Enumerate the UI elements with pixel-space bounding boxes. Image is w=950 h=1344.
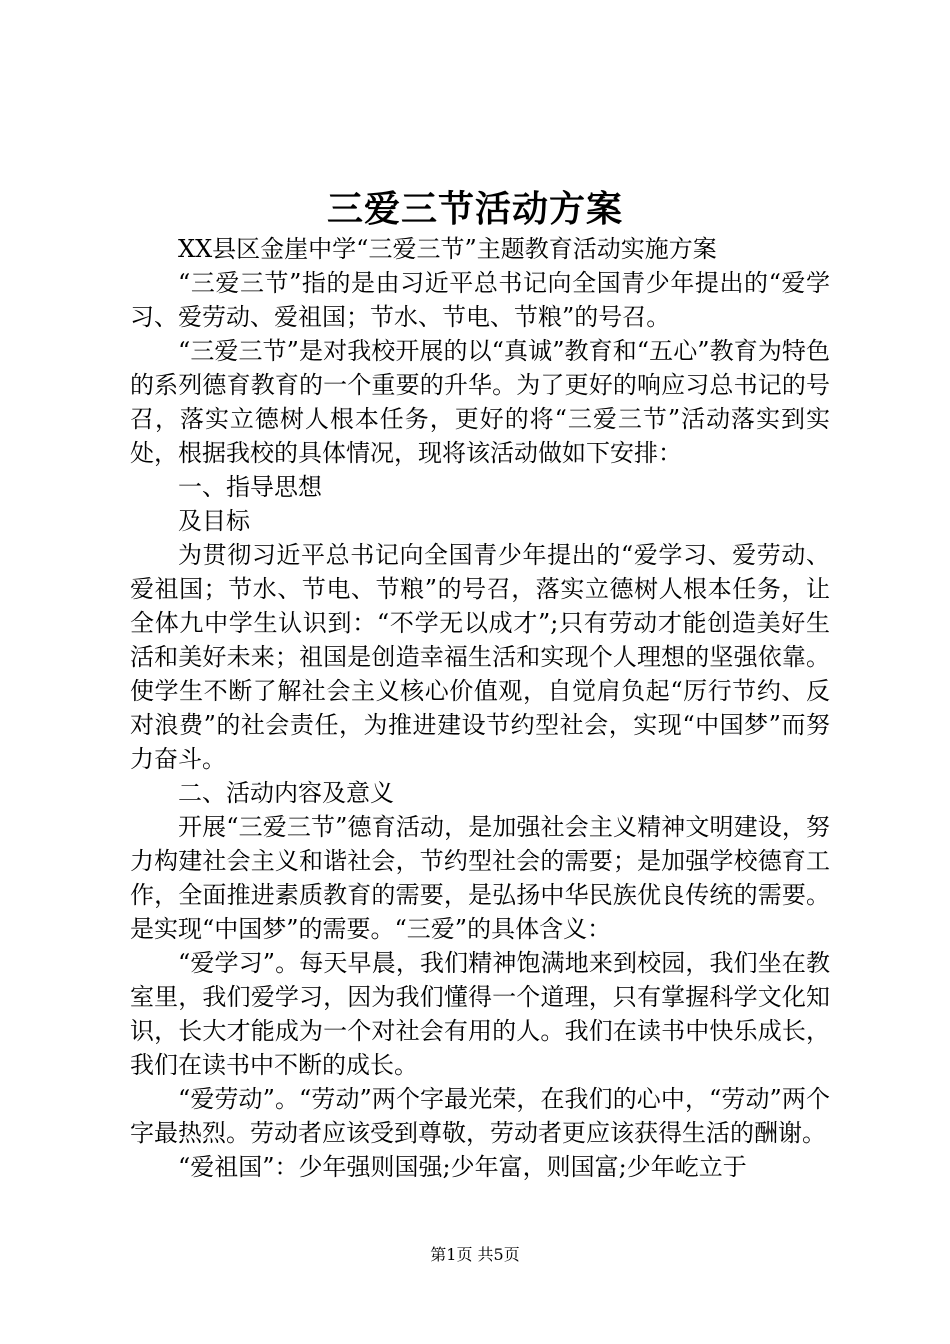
section-heading-continued: 及目标 [178, 507, 250, 535]
paragraph: “爱学习”。每天早晨，我们精神饱满地来到校园，我们坐在教室里，我们爱学习，因为我们懂得一个道理，只有掌握科学文化知识，长大才能成为一个对社会有用的人。我们在读书中快乐成长，我们在读书中不断的成长。 [130, 949, 830, 1079]
paragraph: “三爱三节”指的是由习近平总书记向全国青少年提出的“爱学习、爱劳动、爱祖国；节水、节电、节粮”的号召。 [130, 269, 830, 331]
paragraph: “爱劳动”。“劳动”两个字最光荣，在我们的心中，“劳动”两个字最热烈。劳动者应该受到尊敬，劳动者更应该获得生活的酬谢。 [130, 1085, 830, 1147]
paragraph: “三爱三节”是对我校开展的以“真诚”教育和“五心”教育为特色的系列德育教育的一个重要的升华。为了更好的响应习总书记的号召，落实立德树人根本任务，更好的将“三爱三节”活动落实到实处，根据我校的具体情况，现将该活动做如下安排： [130, 337, 830, 467]
document-title: 三爱三节活动方案 [326, 188, 623, 230]
page-footer: 第1页 共5页 [430, 1245, 520, 1264]
paragraph: “爱祖国”：少年强则国强;少年富，则国富;少年屹立于 [178, 1153, 747, 1181]
section-heading: 二、活动内容及意义 [178, 779, 394, 807]
paragraph-subtitle: XX县区金崖中学“三爱三节”主题教育活动实施方案 [178, 235, 717, 263]
document-body [130, 232, 830, 1184]
paragraph: 开展“三爱三节”德育活动，是加强社会主义精神文明建设，努力构建社会主义和谐社会，节约型社会的需要；是加强学校德育工作，全面推进素质教育的需要，是弘扬中华民族优良传统的需要。是实现“中国梦”的需要。“三爱”的具体含义： [130, 813, 830, 943]
section-heading: 一、指导思想 [178, 473, 322, 501]
paragraph: 为贯彻习近平总书记向全国青少年提出的“爱学习、爱劳动、爱祖国；节水、节电、节粮”的号召，落实立德树人根本任务，让全体九中学生认识到：“不学无以成才”;只有劳动才能创造美好生活和美好未来；祖国是创造幸福生活和实现个人理想的坚强依靠。使学生不断了解社会主义核心价值观，自觉肩负起“厉行节约、反对浪费”的社会责任，为推进建设节约型社会，实现“中国梦”而努力奋斗。 [130, 541, 830, 773]
